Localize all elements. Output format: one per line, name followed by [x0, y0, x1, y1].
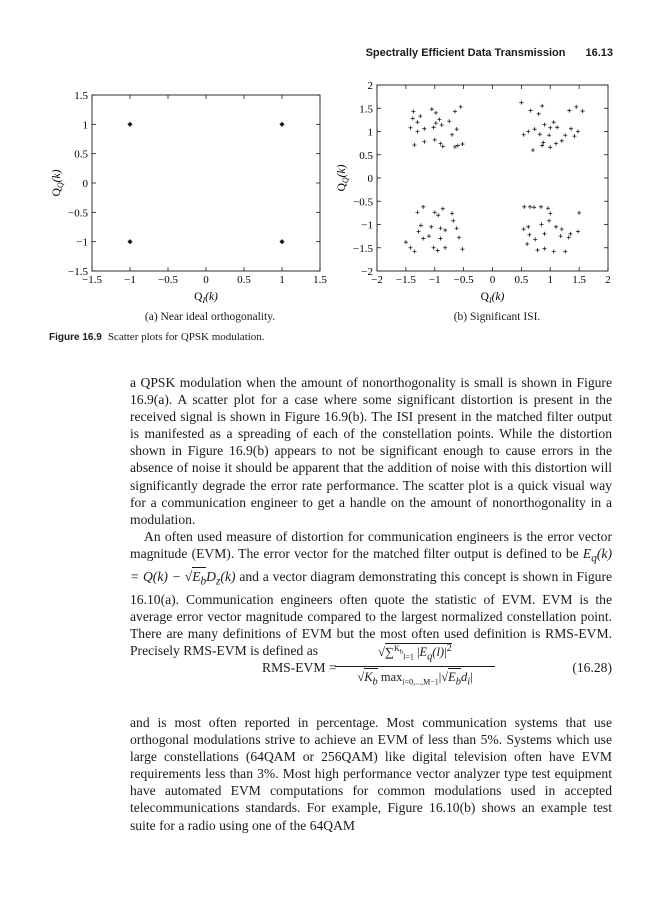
plot-b-data-point	[408, 126, 412, 130]
plot-b-data-point	[451, 219, 455, 223]
plot-a-x-tick-label: 1	[279, 274, 285, 286]
plot-b-data-point	[555, 125, 559, 129]
plot-b-data-point	[439, 142, 443, 146]
scatter-plot-a	[30, 85, 330, 305]
plot-b-data-point	[567, 236, 571, 240]
plot-b-data-point	[434, 111, 438, 115]
plot-b-data-point	[559, 234, 563, 238]
plot-b-y-tick-label: −0.5	[353, 196, 373, 209]
plot-a-data-point	[279, 122, 284, 127]
body-text-lower	[130, 714, 612, 834]
plot-b-y-tick-label: 1.5	[359, 103, 373, 116]
plot-b-data-point	[432, 125, 436, 129]
plot-b-data-point	[560, 139, 564, 143]
plot-b-data-point	[422, 127, 426, 131]
plot-a-y-axis-label: $Q_Q(k)$	[51, 169, 65, 197]
plot-b-data-point	[563, 133, 567, 137]
figure-caption	[49, 331, 265, 343]
plot-b-data-point	[415, 120, 419, 124]
plot-b-data-point	[417, 229, 421, 233]
plot-b-y-tick-label: −1.5	[353, 242, 373, 255]
plot-b-frame	[377, 85, 608, 271]
plot-b-data-point	[577, 211, 581, 215]
plot-b-data-point	[415, 210, 419, 214]
plot-b-y-tick-label: 1	[367, 126, 373, 139]
plot-b-data-point	[413, 143, 417, 147]
plot-b-data-point	[422, 140, 426, 144]
plot-a-x-tick-label: −1.5	[82, 274, 102, 286]
plot-b-data-point	[434, 121, 438, 125]
plot-a-y-tick-label: 1	[82, 119, 88, 132]
plot-b-data-point	[522, 133, 526, 137]
plot-b-data-point	[567, 109, 571, 113]
plot-b-data-point	[433, 210, 437, 214]
subcaption-b: (b) Significant ISI.	[453, 311, 541, 323]
plot-b-data-point	[532, 205, 536, 209]
plot-a-ticks	[68, 90, 327, 286]
plot-a-y-tick-label: −1.5	[68, 266, 88, 278]
equation-denominator: $√K_b$ $\max_{i=0,...,M-1}|√E_bd_i|$	[357, 669, 473, 688]
plot-b-data-point	[563, 249, 567, 253]
plot-b-data-point	[527, 233, 531, 237]
plot-b-data-point	[547, 219, 551, 223]
plot-a-x-tick-label: −0.5	[158, 274, 178, 286]
plot-a-x-axis-label: $Q_I(k)$	[194, 291, 218, 305]
plot-b-data-point	[548, 145, 552, 149]
plot-a-y-tick-label: 1.5	[74, 90, 88, 102]
plot-b-data-point	[439, 226, 443, 230]
plot-b-data-point	[554, 142, 558, 146]
page-number: 16.13	[585, 47, 613, 59]
plot-b-data-point	[443, 228, 447, 232]
plot-b-data-point	[533, 127, 537, 131]
equation-numerator: √∑$^{K_b}_{l=1}$ $|E_q(l)|^2$	[335, 643, 495, 667]
plot-b-data-point	[433, 138, 437, 142]
equation-number: (16.28)	[572, 660, 612, 675]
plot-b-x-tick-label: −0.5	[453, 274, 474, 286]
plot-b-data-point	[421, 236, 425, 240]
plot-b-data-point	[430, 107, 434, 111]
plot-a-y-tick-label: −1	[76, 236, 88, 249]
plot-b-data-point	[573, 134, 577, 138]
plot-b-data-point	[576, 229, 580, 233]
plot-b-x-tick-label: −2	[371, 274, 383, 286]
plot-b-data-point	[529, 109, 533, 113]
scatter-plot-b	[330, 75, 630, 305]
paragraph-2-part-b: and a vector diagram demonstrating this concept is shown in Figure 16.10(a). Communication engineers often quote the statistic of EVM. EVM is the average error vector magnitude compared to the largest normalized constellation point. There are many definitions of EVM but the most often used definition is RMS-EVM. Precisely RMS-EVM is defined as	[130, 568, 612, 658]
plot-b-data-point	[526, 130, 530, 134]
plot-b-data-point	[536, 248, 540, 252]
plot-b-points	[404, 101, 585, 254]
plot-b-data-point	[450, 211, 454, 215]
plot-b-data-point	[538, 132, 542, 136]
plot-a-y-tick-label: −0.5	[68, 207, 88, 220]
plot-b-data-point	[440, 123, 444, 127]
plot-a-x-tick-label: 0.5	[237, 274, 251, 286]
plot-b-ticks	[353, 80, 611, 286]
plot-b-axes	[377, 85, 608, 271]
plot-b-x-tick-label: −1	[428, 274, 441, 286]
plot-b-data-point	[460, 247, 464, 251]
equation-fraction	[335, 643, 495, 687]
plot-b-data-point	[455, 226, 459, 230]
plot-a-points	[127, 122, 284, 245]
plot-b-data-point	[436, 213, 440, 217]
plot-b-data-point	[459, 105, 463, 109]
plot-b-data-point	[522, 205, 526, 209]
section-title: Spectrally Efficient Data Transmission	[365, 47, 566, 59]
plot-b-x-tick-label: −1.5	[395, 274, 416, 286]
plot-b-data-point	[519, 101, 523, 105]
inline-equation-evm: $E_q(k) = Q(k) - √E_bD_z(k)$	[130, 545, 612, 588]
plot-b-x-axis-label: $Q_I(k)$	[480, 291, 505, 305]
plot-b-data-point	[457, 236, 461, 240]
plot-b-data-point	[546, 206, 550, 210]
plot-b-x-tick-label: 2	[605, 274, 611, 286]
plot-a-y-tick-label: 0	[82, 178, 88, 190]
plot-b-data-point	[552, 120, 556, 124]
plot-b-data-point	[427, 234, 431, 238]
plot-a-frame	[92, 95, 320, 271]
plot-b-data-point	[526, 225, 530, 229]
plot-b-x-tick-label: 0.5	[514, 274, 529, 286]
plot-b-y-tick-label: −2	[361, 266, 373, 278]
plot-a-axes	[92, 95, 320, 271]
plot-b-y-tick-label: −1	[361, 219, 373, 232]
plot-b-data-point	[413, 249, 417, 253]
plot-b-data-point	[542, 123, 546, 127]
plot-b-data-point	[537, 112, 541, 116]
paragraph-2	[130, 528, 612, 659]
plot-b-data-point	[443, 246, 447, 250]
plot-b-data-point	[450, 133, 454, 137]
plot-b-data-point	[441, 207, 445, 211]
plot-b-data-point	[548, 211, 552, 215]
plot-b-data-point	[522, 227, 526, 231]
subcaption-a: (a) Near ideal orthogonality.	[144, 311, 276, 323]
plot-b-data-point	[411, 116, 415, 120]
plot-b-y-tick-label: 2	[367, 80, 373, 92]
plot-b-data-point	[542, 232, 546, 236]
plot-b-data-point	[455, 127, 459, 131]
plot-b-data-point	[415, 130, 419, 134]
plot-b-data-point	[547, 133, 551, 137]
plot-b-data-point	[540, 104, 544, 108]
plot-b-data-point	[552, 249, 556, 253]
plot-b-data-point	[548, 126, 552, 130]
plot-b-data-point	[528, 205, 532, 209]
plot-b-data-point	[408, 246, 412, 250]
plot-b-data-point	[531, 148, 535, 152]
plot-b-y-axis-label: $Q_Q(k)$	[336, 164, 350, 192]
plot-b-data-point	[581, 109, 585, 113]
plot-a-data-point	[127, 239, 132, 244]
plot-b-data-point	[539, 205, 543, 209]
plot-b-x-tick-label: 0	[489, 274, 496, 286]
plot-b-data-point	[525, 242, 529, 246]
plot-a-x-tick-label: 1.5	[313, 274, 327, 286]
plot-b-data-point	[576, 130, 580, 134]
plot-b-y-tick-label: 0	[367, 173, 373, 185]
plot-b-data-point	[421, 205, 425, 209]
paragraph-2-part-a: An often used measure of distortion for communication engineers is the error vector magnitude (EVM). The error vector for the matched filter output is defined to be	[130, 528, 612, 561]
plot-b-data-point	[554, 225, 558, 229]
plot-b-data-point	[418, 114, 422, 118]
plot-b-x-tick-label: 1	[547, 274, 553, 286]
plot-a-data-point	[279, 239, 284, 244]
plot-b-data-point	[568, 232, 572, 236]
plot-b-data-point	[437, 117, 441, 121]
plot-b-y-tick-label: 0.5	[359, 149, 373, 162]
plot-b-data-point	[574, 105, 578, 109]
plot-b-data-point	[404, 240, 408, 244]
plot-b-data-point	[419, 223, 423, 227]
plot-a-y-tick-label: 0.5	[74, 148, 88, 161]
plot-a-x-tick-label: −1	[124, 274, 136, 286]
equation-lhs: RMS-EVM =	[262, 660, 337, 675]
plot-b-data-point	[453, 110, 457, 114]
plot-b-data-point	[432, 246, 436, 250]
plot-b-data-point	[429, 225, 433, 229]
plot-b-data-point	[542, 247, 546, 251]
figure-label: Figure 16.9	[49, 332, 102, 343]
plot-a-data-point	[127, 122, 132, 127]
plot-b-data-point	[439, 236, 443, 240]
plot-b-data-point	[569, 127, 573, 131]
plot-b-x-tick-label: 1.5	[572, 274, 586, 286]
body-text-upper	[130, 374, 612, 659]
equation-16-28	[130, 643, 612, 701]
paragraph-1: a QPSK modulation when the amount of nonorthogonality is small is shown in Figure 16.9(a). A scatter plot for a case where some significant distortion is present in the received signal is shown in Figure 16.9(b). The ISI present in the matched filter output is manifested as a spreading of each of the constellation points. While the distortion shown in Figure 16.9(b) appears to not be significant enough to cause errors in the absence of noise it should be apparent that the addition of noise with this distortion will significantly degrade the error rate performance. The scatter plot is a quick visual way for a communication engineer to get a handle on the amount of nonorthogonality in a modulation.	[130, 375, 612, 527]
paragraph-3: and is most often reported in percentage. Most communication systems that use orthogonal modulations strive to achieve an EVM of less than 5%. Systems which use large constellations (64QAM or 256QAM) like digital television often have EVM requirements less than 3%. Most high performance vector analyzer type test equipment have automated EVM computations for common modulations used in accepted telecommunications standards. For example, Figure 16.10(b) shows an example test suite for a radio using one of the 64QAM	[130, 715, 612, 833]
plot-b-data-point	[560, 227, 564, 231]
plot-b-data-point	[533, 237, 537, 241]
plot-b-data-point	[460, 142, 464, 146]
plot-b-data-point	[447, 119, 451, 123]
plot-b-data-point	[411, 110, 415, 114]
plot-b-data-point	[540, 223, 544, 227]
running-head	[0, 47, 613, 59]
plot-b-data-point	[436, 249, 440, 253]
plot-b-data-point	[441, 144, 445, 148]
plot-a-x-tick-label: 0	[203, 274, 209, 286]
figure-caption-text: Scatter plots for QPSK modulation.	[107, 331, 265, 343]
